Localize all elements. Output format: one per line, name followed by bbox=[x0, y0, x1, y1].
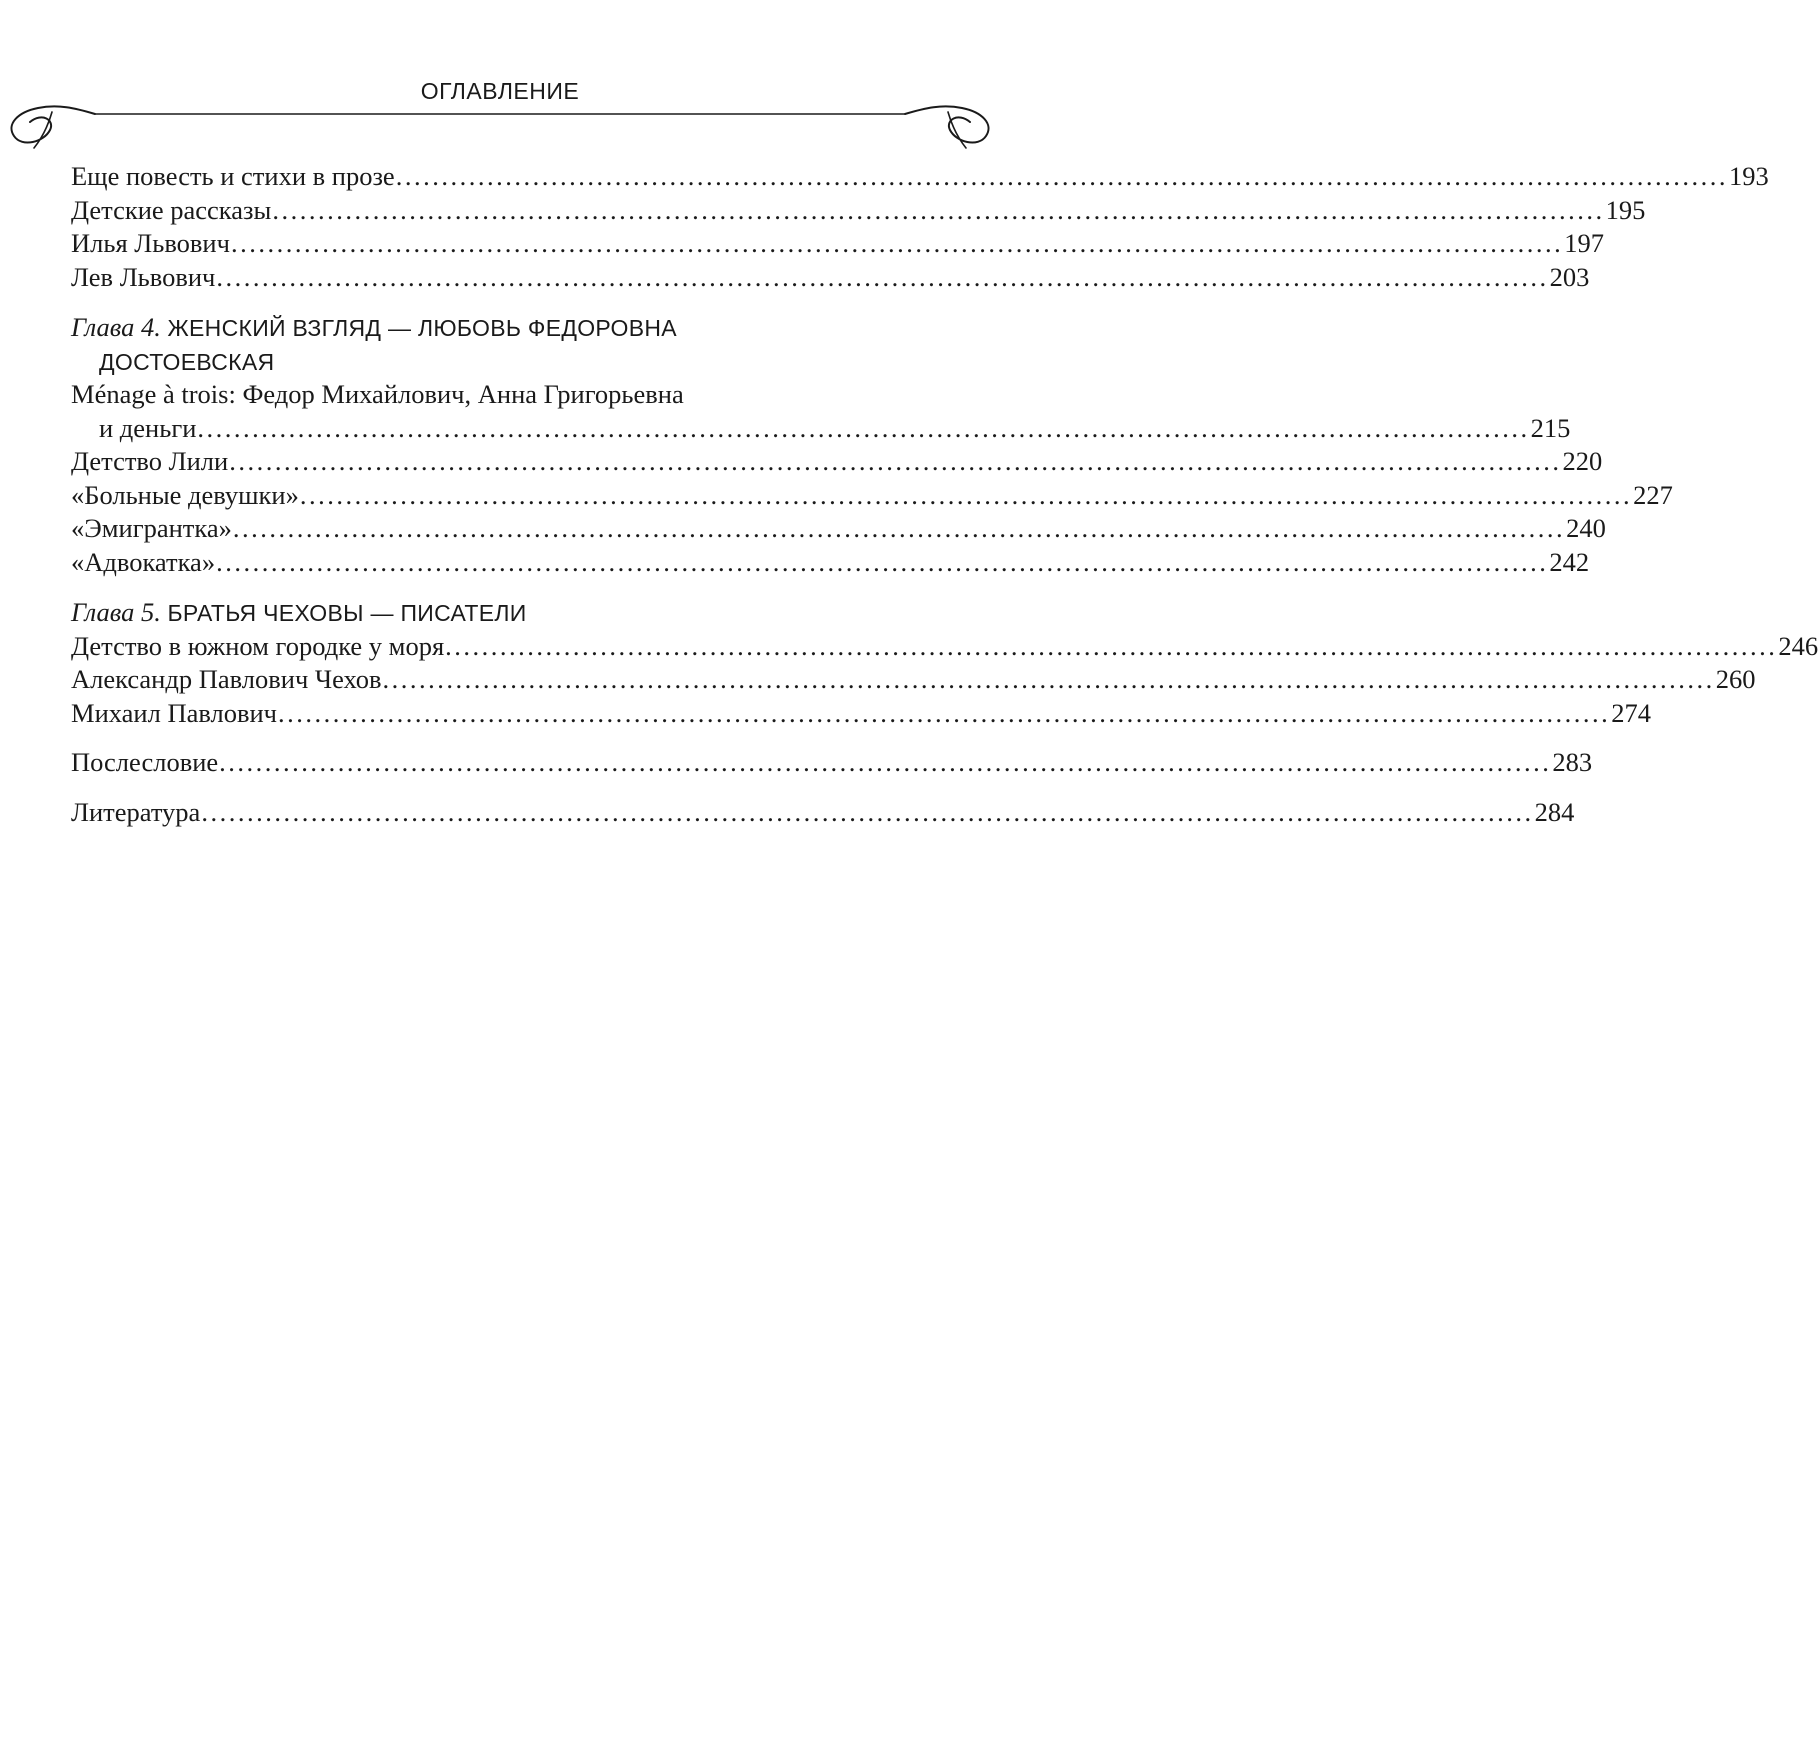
toc-entry[interactable] bbox=[71, 546, 1590, 580]
toc-entry[interactable] bbox=[71, 697, 1651, 731]
toc-entry-afterword[interactable] bbox=[71, 746, 1593, 780]
toc-entry-title: Еще повесть и стихи в прозе bbox=[71, 161, 395, 191]
toc-entry-title-continuation: и деньги bbox=[99, 412, 197, 443]
dot-leader: .................................................................................................................................................. bbox=[216, 546, 1549, 577]
toc-entry-title: «Адвокатка» bbox=[71, 546, 216, 577]
toc-entry-title: Послесловие bbox=[71, 747, 219, 777]
toc-entry-page: 195 bbox=[1605, 194, 1646, 225]
dot-leader: .................................................................................................................................................. bbox=[445, 630, 1778, 661]
chapter-label: Глава 4. bbox=[71, 312, 161, 342]
toc-entry-title: Александр Павлович Чехов bbox=[71, 664, 382, 694]
toc-entry-title: Детские рассказы bbox=[71, 194, 272, 225]
dot-leader: .................................................................................................................................................. bbox=[229, 446, 1562, 476]
page-title: ОГЛАВЛЕНИЕ bbox=[420, 78, 580, 104]
dot-leader: .................................................................................................................................................. bbox=[278, 697, 1611, 728]
toc-entry-multiline[interactable] bbox=[71, 378, 900, 412]
toc-entry-literature[interactable] bbox=[71, 796, 1575, 830]
toc-entry-title: Ménage à trois: Федор Михайлович, Анна Григорьевна bbox=[71, 379, 684, 409]
toc-entry[interactable] bbox=[71, 194, 1646, 228]
chapter-heading[interactable] bbox=[71, 596, 900, 630]
toc-entry[interactable] bbox=[71, 445, 1603, 479]
chapter-label: Глава 5. bbox=[71, 597, 161, 627]
toc-entry[interactable] bbox=[71, 261, 1590, 295]
toc-entry-page: 240 bbox=[1566, 513, 1606, 543]
toc-entry-title: Илья Львович bbox=[71, 228, 230, 258]
dot-leader: .................................................................................................................................................. bbox=[201, 796, 1534, 827]
dot-leader: .................................................................................................................................................. bbox=[395, 161, 1728, 191]
dot-leader: .................................................................................................................................................. bbox=[216, 261, 1549, 292]
toc-entry-page: 227 bbox=[1633, 479, 1673, 510]
toc-entry[interactable] bbox=[71, 160, 1769, 194]
toc-entry-title: Михаил Павлович bbox=[71, 697, 277, 728]
toc-entry-title: Литература bbox=[71, 796, 201, 827]
dot-leader: .................................................................................................................................................. bbox=[382, 664, 1715, 694]
toc-entry-page: 260 bbox=[1715, 664, 1756, 694]
toc-entry-title: Детство в южном городке у моря bbox=[71, 630, 445, 661]
dot-leader: .................................................................................................................................................. bbox=[219, 747, 1552, 777]
toc-entry-page: 274 bbox=[1611, 697, 1651, 728]
dot-leader: .................................................................................................................................................. bbox=[197, 412, 1530, 443]
toc-entry-title: «Больные девушки» bbox=[71, 479, 299, 510]
toc-entry-title: Детство Лили bbox=[71, 446, 229, 476]
toc-entry-page: 284 bbox=[1534, 796, 1575, 827]
toc-entry[interactable] bbox=[71, 227, 1604, 261]
chapter-heading[interactable] bbox=[71, 311, 900, 345]
toc-entry-title: Лев Львович bbox=[71, 261, 216, 292]
toc-entry-page: 215 bbox=[1530, 412, 1571, 443]
toc-entry-page: 197 bbox=[1564, 228, 1604, 258]
toc-entry-page: 246 bbox=[1778, 630, 1818, 661]
toc-entry[interactable] bbox=[71, 663, 1756, 697]
dot-leader: .................................................................................................................................................. bbox=[230, 228, 1564, 258]
dot-leader: .................................................................................................................................................. bbox=[232, 513, 1566, 543]
toc-entry-page: 203 bbox=[1549, 261, 1590, 292]
dot-leader: .................................................................................................................................................. bbox=[299, 479, 1633, 510]
chapter-title: БРАТЬЯ ЧЕХОВЫ — ПИСАТЕЛИ bbox=[167, 600, 527, 626]
toc-entry-page: 193 bbox=[1728, 161, 1769, 191]
dot-leader: .................................................................................................................................................. bbox=[272, 194, 1605, 225]
toc-entry[interactable] bbox=[71, 412, 1571, 446]
toc-entry[interactable] bbox=[71, 479, 1673, 513]
table-of-contents bbox=[71, 160, 1818, 829]
page-header bbox=[0, 70, 1000, 160]
chapter-title: ЖЕНСКИЙ ВЗГЛЯД — ЛЮБОВЬ ФЕДОРОВНА bbox=[167, 315, 677, 341]
toc-entry-page: 283 bbox=[1552, 747, 1593, 777]
chapter-title-continuation: ДОСТОЕВСКАЯ bbox=[99, 348, 275, 375]
toc-entry-page: 220 bbox=[1562, 446, 1603, 476]
flourish-divider-icon bbox=[0, 102, 1000, 162]
toc-entry[interactable] bbox=[71, 512, 1606, 546]
toc-entry[interactable] bbox=[71, 630, 1818, 664]
toc-entry-title: «Эмигрантка» bbox=[71, 513, 232, 543]
toc-entry-page: 242 bbox=[1549, 546, 1590, 577]
chapter-heading-continuation bbox=[71, 345, 900, 379]
